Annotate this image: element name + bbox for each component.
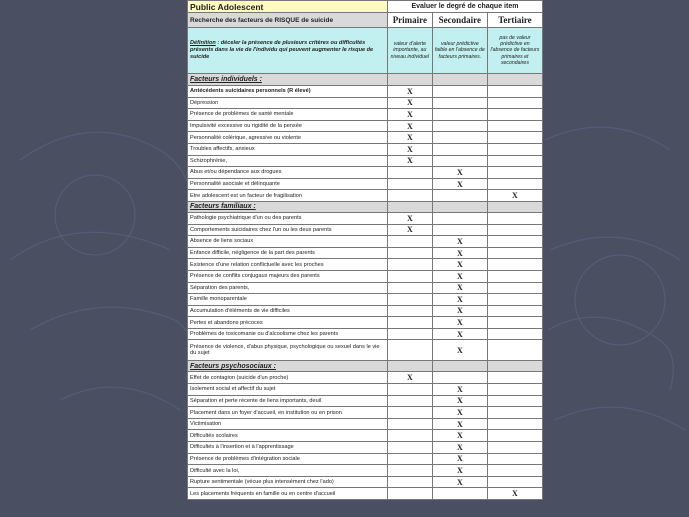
- table-row: [188, 384, 543, 396]
- definition-row: [188, 28, 543, 74]
- table-row: [188, 465, 543, 477]
- level-mark-cell: [387, 328, 432, 340]
- section-header-cell: [432, 74, 487, 86]
- table-row: [188, 305, 543, 317]
- factor-label: Présence de conflits conjugaux majeurs des parents: [188, 270, 388, 282]
- level-mark-cell: X: [487, 190, 542, 202]
- table-row: [188, 282, 543, 294]
- factor-label: Pathologie psychiatrique d'un ou des parents: [188, 212, 388, 224]
- level-mark-cell: X: [387, 155, 432, 167]
- level-mark-cell: X: [387, 86, 432, 98]
- table-row: [188, 407, 543, 419]
- factor-label: Problèmes de toxicomanie ou d'alcoolisme chez les parents: [188, 328, 388, 340]
- factor-label: Séparation et perte récente de liens importants, deuil: [188, 395, 388, 407]
- table-row: [188, 453, 543, 465]
- level-mark-cell: X: [432, 236, 487, 248]
- factor-label: Difficultés scolaires: [188, 430, 388, 442]
- factor-label: Dépression: [188, 97, 388, 109]
- level-mark-cell: [487, 167, 542, 179]
- table-row: [188, 178, 543, 190]
- section-header-cell: [487, 361, 542, 372]
- level-mark-cell: X: [432, 247, 487, 259]
- definition-primaire: valeur d'alerte importante, au niveau individuel: [387, 28, 432, 74]
- level-mark-cell: X: [432, 430, 487, 442]
- table-row: [188, 395, 543, 407]
- factor-label: Présence de violence, d'abus physique, psychologique ou sexuel dans le vie du sujet: [188, 340, 388, 361]
- table-row: [188, 132, 543, 144]
- section-header-row: [188, 74, 543, 86]
- recherche-label: Recherche des facteurs de RISQUE de suicide: [188, 13, 388, 28]
- level-mark-cell: [487, 317, 542, 329]
- level-mark-cell: [487, 109, 542, 121]
- level-mark-cell: [487, 294, 542, 306]
- section-title: Facteurs familiaux :: [188, 201, 388, 212]
- definition-label: Définition: [190, 40, 216, 46]
- level-mark-cell: X: [432, 465, 487, 477]
- level-mark-cell: [487, 120, 542, 132]
- level-mark-cell: [487, 442, 542, 454]
- level-mark-cell: X: [432, 476, 487, 488]
- factor-label: Comportements suicidaires chez l'un ou les deux parents: [188, 224, 388, 236]
- level-mark-cell: [387, 259, 432, 271]
- level-mark-cell: [432, 155, 487, 167]
- factor-label: Troubles affectifs, anxieux: [188, 143, 388, 155]
- level-mark-cell: [387, 167, 432, 179]
- table-row: [188, 86, 543, 98]
- level-mark-cell: [387, 384, 432, 396]
- level-mark-cell: X: [432, 305, 487, 317]
- table-row: [188, 430, 543, 442]
- level-mark-cell: [432, 372, 487, 384]
- level-mark-cell: X: [387, 97, 432, 109]
- level-tertiaire: Tertiaire: [487, 13, 542, 28]
- public-label: Public Adolescent: [188, 1, 388, 13]
- factor-label: Abus et/ou dépendance aux drogues: [188, 167, 388, 179]
- section-header-row: [188, 361, 543, 372]
- level-mark-cell: [487, 305, 542, 317]
- section-header-row: [188, 201, 543, 212]
- level-mark-cell: [387, 453, 432, 465]
- factor-label: Schizophrénie,: [188, 155, 388, 167]
- level-mark-cell: [432, 97, 487, 109]
- header-row-public: [188, 1, 543, 13]
- level-mark-cell: X: [432, 270, 487, 282]
- table-row: [188, 372, 543, 384]
- level-mark-cell: [387, 488, 432, 500]
- level-mark-cell: [432, 86, 487, 98]
- table-row: [188, 212, 543, 224]
- level-mark-cell: [432, 224, 487, 236]
- level-mark-cell: [432, 212, 487, 224]
- level-mark-cell: [387, 442, 432, 454]
- level-mark-cell: [487, 328, 542, 340]
- table-row: [188, 97, 543, 109]
- definition-secondaire: valeur prédictive faible en l'absence de facteurs primaires.: [432, 28, 487, 74]
- factor-label: Difficultés à l'insertion et à l'apprentissage: [188, 442, 388, 454]
- table-row: [188, 418, 543, 430]
- level-mark-cell: [432, 109, 487, 121]
- level-mark-cell: [387, 282, 432, 294]
- level-mark-cell: [487, 132, 542, 144]
- level-mark-cell: [432, 132, 487, 144]
- factor-label: Difficulté avec la loi,: [188, 465, 388, 477]
- level-mark-cell: [387, 465, 432, 477]
- level-mark-cell: X: [432, 340, 487, 361]
- level-primaire: Primaire: [387, 13, 432, 28]
- level-mark-cell: [387, 305, 432, 317]
- factor-label: Famille monoparentale: [188, 294, 388, 306]
- evaluer-label: Evaluer le degré de chaque item: [387, 1, 542, 13]
- table-row: [188, 259, 543, 271]
- level-mark-cell: [487, 465, 542, 477]
- level-mark-cell: [387, 247, 432, 259]
- table-row: [188, 236, 543, 248]
- level-mark-cell: [487, 372, 542, 384]
- level-mark-cell: [487, 282, 542, 294]
- table-row: [188, 270, 543, 282]
- table-row: [188, 488, 543, 500]
- factor-label: Les placements fréquents en famille ou en centre d'accueil: [188, 488, 388, 500]
- level-mark-cell: [487, 270, 542, 282]
- factor-label: Antécédents suicidaires personnels (R élevé): [188, 86, 388, 98]
- level-mark-cell: [432, 190, 487, 202]
- level-mark-cell: [387, 340, 432, 361]
- level-mark-cell: X: [432, 442, 487, 454]
- section-header-cell: [387, 361, 432, 372]
- factor-label: Placement dans un foyer d'accueil, en institution ou en prison: [188, 407, 388, 419]
- factor-label: Enfance difficile, négligence de la part des parents: [188, 247, 388, 259]
- level-secondaire: Secondaire: [432, 13, 487, 28]
- factor-label: Séparation des parents,: [188, 282, 388, 294]
- factor-label: Impulsivité excessive ou rigidité de la pensée: [188, 120, 388, 132]
- level-mark-cell: [487, 453, 542, 465]
- table-row: [188, 155, 543, 167]
- level-mark-cell: X: [432, 407, 487, 419]
- level-mark-cell: [487, 384, 542, 396]
- level-mark-cell: [487, 143, 542, 155]
- level-mark-cell: [387, 476, 432, 488]
- level-mark-cell: X: [432, 453, 487, 465]
- level-mark-cell: X: [432, 384, 487, 396]
- level-mark-cell: [487, 476, 542, 488]
- risk-factor-table: [187, 0, 543, 500]
- level-mark-cell: X: [387, 372, 432, 384]
- level-mark-cell: [487, 418, 542, 430]
- level-mark-cell: X: [387, 132, 432, 144]
- level-mark-cell: [387, 178, 432, 190]
- level-mark-cell: X: [387, 109, 432, 121]
- factor-label: Absence de liens sociaux: [188, 236, 388, 248]
- level-mark-cell: X: [432, 259, 487, 271]
- section-header-cell: [487, 201, 542, 212]
- level-mark-cell: X: [432, 395, 487, 407]
- table-row: [188, 247, 543, 259]
- section-title: Facteurs individuels :: [188, 74, 388, 86]
- header-row-levels: [188, 13, 543, 28]
- level-mark-cell: X: [432, 294, 487, 306]
- definition-tertiaire: pas de valeur prédictive en l'absence de facteurs primaires et secondaires: [487, 28, 542, 74]
- section-header-cell: [432, 201, 487, 212]
- level-mark-cell: [387, 395, 432, 407]
- factor-label: Accumulation d'éléments de vie difficiles: [188, 305, 388, 317]
- table-row: [188, 109, 543, 121]
- level-mark-cell: [487, 97, 542, 109]
- table-row: [188, 340, 543, 361]
- level-mark-cell: [387, 270, 432, 282]
- level-mark-cell: X: [432, 317, 487, 329]
- table-row: [188, 328, 543, 340]
- level-mark-cell: [387, 430, 432, 442]
- level-mark-cell: [487, 212, 542, 224]
- section-title: Facteurs psychosociaux :: [188, 361, 388, 372]
- level-mark-cell: X: [432, 282, 487, 294]
- table-row: [188, 294, 543, 306]
- level-mark-cell: [487, 407, 542, 419]
- level-mark-cell: [432, 120, 487, 132]
- level-mark-cell: [387, 294, 432, 306]
- factor-label: Présence de problèmes de santé mentale: [188, 109, 388, 121]
- table-row: [188, 442, 543, 454]
- level-mark-cell: [432, 143, 487, 155]
- level-mark-cell: X: [432, 418, 487, 430]
- level-mark-cell: [487, 86, 542, 98]
- section-header-cell: [432, 361, 487, 372]
- level-mark-cell: [487, 395, 542, 407]
- level-mark-cell: X: [387, 143, 432, 155]
- level-mark-cell: [387, 190, 432, 202]
- section-header-cell: [387, 201, 432, 212]
- table-row: [188, 120, 543, 132]
- definition-text: : déceler la présence de plusieurs critères ou difficultés présents dans la vie de l'individu qui peuvent augmenter le risque de suicide: [190, 40, 374, 60]
- table-row: [188, 167, 543, 179]
- factor-label: Personnalité asociale et délinquante: [188, 178, 388, 190]
- level-mark-cell: X: [432, 328, 487, 340]
- level-mark-cell: [487, 340, 542, 361]
- level-mark-cell: [387, 418, 432, 430]
- level-mark-cell: [487, 224, 542, 236]
- level-mark-cell: [487, 155, 542, 167]
- table-row: [188, 317, 543, 329]
- level-mark-cell: [387, 236, 432, 248]
- level-mark-cell: [487, 236, 542, 248]
- level-mark-cell: [387, 317, 432, 329]
- table-row: [188, 224, 543, 236]
- factor-label: Effet de contagion (suicide d'un proche): [188, 372, 388, 384]
- table-row: [188, 476, 543, 488]
- level-mark-cell: X: [487, 488, 542, 500]
- level-mark-cell: [487, 247, 542, 259]
- factor-label: Personnalité colérique, agressive ou violente: [188, 132, 388, 144]
- factor-label: Existence d'une relation conflictuelle avec les proches: [188, 259, 388, 271]
- section-header-cell: [387, 74, 432, 86]
- factor-label: Pertes et abandons précoces: [188, 317, 388, 329]
- factor-label: Victimisation: [188, 418, 388, 430]
- factor-label: Rupture sentimentale (vécue plus intensément chez l'ado): [188, 476, 388, 488]
- level-mark-cell: [432, 488, 487, 500]
- table-row: [188, 190, 543, 202]
- level-mark-cell: X: [387, 212, 432, 224]
- level-mark-cell: [487, 259, 542, 271]
- definition-cell: [188, 28, 388, 74]
- level-mark-cell: [487, 430, 542, 442]
- level-mark-cell: [387, 407, 432, 419]
- level-mark-cell: X: [387, 120, 432, 132]
- level-mark-cell: X: [432, 178, 487, 190]
- section-header-cell: [487, 74, 542, 86]
- factor-label: Etre adolescent est un facteur de fragilisation: [188, 190, 388, 202]
- level-mark-cell: X: [432, 167, 487, 179]
- level-mark-cell: [487, 178, 542, 190]
- level-mark-cell: X: [387, 224, 432, 236]
- table-row: [188, 143, 543, 155]
- factor-label: Isolement social et affectif du sujet: [188, 384, 388, 396]
- factor-label: Présence de problèmes d'intégration sociale: [188, 453, 388, 465]
